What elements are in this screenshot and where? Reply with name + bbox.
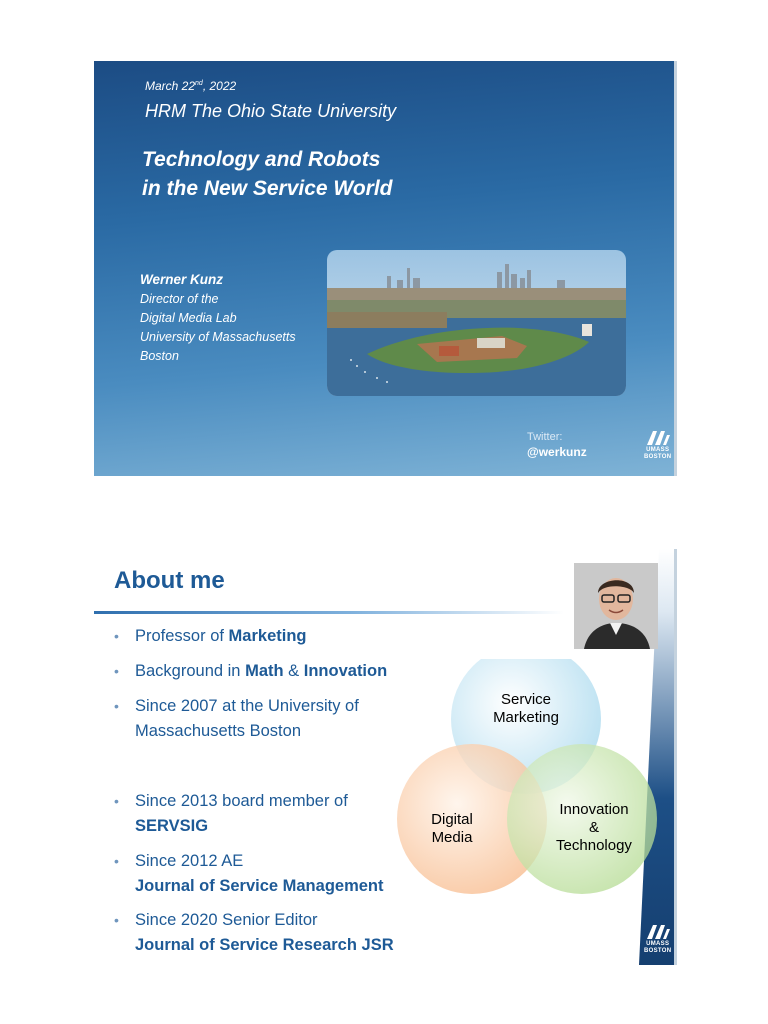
umass-logo-icon	[645, 429, 671, 447]
speaker-role-line: Digital Media Lab	[140, 311, 237, 325]
slide-edge	[674, 549, 677, 965]
slide-edge	[674, 61, 677, 476]
bullet-icon: •	[114, 793, 119, 809]
speaker-role-line: University of Massachusetts	[140, 330, 296, 344]
presentation-title: Technology and Robots in the New Service World	[142, 148, 393, 200]
speaker-role-line: Boston	[140, 349, 179, 363]
umass-logo-icon	[645, 923, 671, 941]
twitter-label: Twitter:	[527, 431, 563, 443]
speaker-portrait	[574, 563, 658, 649]
bullet-icon: •	[114, 628, 119, 644]
presentation-date: March 22nd, 2022	[145, 79, 237, 93]
venn-label-service-marketing: Service Marketing	[493, 691, 559, 726]
heading-divider	[94, 611, 564, 614]
bullet-item: • Since 2020 Senior Editor Journal of Service Research JSR	[114, 908, 455, 958]
bullet-item: • Background in Math & Innovation	[114, 659, 455, 684]
bullet-item: • Since 2013 board member of SERVSIG	[114, 789, 455, 839]
umass-boston-logo: UMASS BOSTON	[644, 923, 671, 954]
bullet-item: • Since 2007 at the University of Massachusetts Boston	[114, 694, 385, 744]
title-slide	[94, 61, 674, 476]
speaker-info	[140, 272, 296, 366]
about-me-slide	[94, 549, 674, 965]
event-name: HRM The Ohio State University	[145, 101, 397, 121]
bullet-icon: •	[114, 853, 119, 869]
bullet-icon: •	[114, 912, 119, 928]
speaker-role-line: Director of the	[140, 292, 219, 306]
twitter-info	[527, 430, 587, 460]
venn-label-innovation-technology: Innovation & Technology	[556, 801, 632, 854]
slide-heading: About me	[114, 567, 225, 594]
bullet-item: • Since 2012 AE Journal of Service Management	[114, 849, 455, 899]
bullet-icon: •	[114, 663, 119, 679]
umass-boston-logo: UMASS BOSTON	[644, 429, 671, 460]
bullet-icon: •	[114, 698, 119, 714]
speaker-name: Werner Kunz	[140, 272, 224, 287]
campus-aerial-photo	[327, 250, 626, 396]
bullet-item: • Professor of Marketing	[114, 624, 455, 649]
venn-label-digital-media: Digital Media	[431, 811, 473, 846]
twitter-handle[interactable]: @werkunz	[527, 445, 587, 459]
